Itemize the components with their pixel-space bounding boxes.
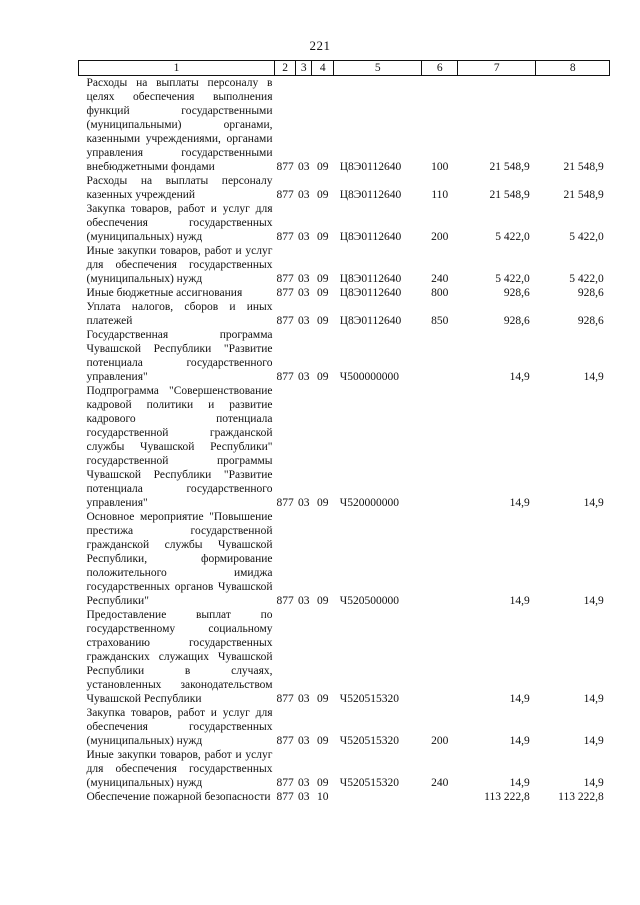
row-description: Уплата налогов, сборов и иных платежей [86, 301, 273, 327]
row-description: Основное мероприятие "Повышение престижа государственной гражданской службы Чувашской Республики, формирование положительного имиджа государственных органов Чувашской Республики" [86, 511, 273, 607]
amount-col-7: 14,9 [509, 497, 530, 509]
ministry-code: 877 [276, 287, 294, 299]
target-article-code: Ч520000000 [339, 497, 399, 509]
target-article-code [334, 790, 422, 804]
header-col-3: 3 [296, 61, 312, 76]
expense-type-code [422, 510, 458, 608]
expense-type-code: 240 [431, 777, 449, 789]
table-row [79, 202, 610, 244]
row-description: Государственная программа Чувашской Республики "Развитие потенциала государственного управления" [86, 329, 273, 383]
subsection-code: 09 [317, 497, 329, 509]
section-code: 03 [298, 287, 310, 299]
subsection-code: 09 [317, 287, 329, 299]
ministry-code: 877 [276, 189, 294, 201]
expense-type-code: 110 [431, 189, 449, 201]
amount-col-8: 928,6 [577, 287, 604, 299]
amount-col-8: 21 548,9 [563, 189, 604, 201]
amount-col-8: 928,6 [577, 315, 604, 327]
ministry-code: 877 [276, 777, 294, 789]
expense-type-code: 850 [431, 315, 449, 327]
row-description: Закупка товаров, работ и услуг для обеспечения государственных (муниципальных) нужд [86, 203, 273, 243]
ministry-code: 877 [276, 791, 294, 803]
target-article-code: Ц8Э0112640 [339, 273, 402, 285]
amount-col-7: 14,9 [509, 595, 530, 607]
amount-col-8: 113 222,8 [558, 791, 604, 803]
subsection-code: 09 [317, 735, 329, 747]
row-description: Подпрограмма "Совершенствование кадровой политики и развитие кадрового потенциала государственной гражданской службы Чувашской Республики" государственной программы Чувашской Республики "Развитие потенциала государственного управления" [86, 385, 273, 509]
section-code: 03 [298, 497, 310, 509]
ministry-code: 877 [276, 231, 294, 243]
amount-col-7: 14,9 [509, 371, 530, 383]
target-article-code: Ц8Э0112640 [339, 231, 402, 243]
amount-col-7: 14,9 [509, 735, 530, 747]
target-article-code: Ц8Э0112640 [339, 287, 402, 299]
section-code: 03 [298, 595, 310, 607]
ministry-code: 877 [276, 735, 294, 747]
ministry-code: 877 [276, 693, 294, 705]
section-code: 03 [298, 231, 310, 243]
target-article-code: Ч520500000 [339, 595, 399, 607]
header-col-1: 1 [79, 61, 275, 76]
amount-col-7: 21 548,9 [489, 189, 530, 201]
subsection-code: 09 [317, 595, 329, 607]
table-row [79, 286, 610, 300]
header-col-2: 2 [275, 61, 296, 76]
ministry-code: 877 [276, 315, 294, 327]
section-code: 03 [298, 371, 310, 383]
row-description: Предоставление выплат по государственному социальному страхованию государственных гражданских служащих Чувашской Республики в случаях, установленных законодательством Чувашской Республики [86, 609, 273, 705]
expense-type-code [422, 384, 458, 510]
section-code: 03 [298, 161, 310, 173]
section-code: 03 [298, 189, 310, 201]
ministry-code: 877 [276, 161, 294, 173]
target-article-code: Ц8Э0112640 [339, 315, 402, 327]
ministry-code: 877 [276, 273, 294, 285]
expense-type-code: 100 [431, 161, 449, 173]
table-row [79, 790, 610, 804]
target-article-code: Ц8Э0112640 [339, 189, 402, 201]
section-code: 03 [298, 735, 310, 747]
table-row [79, 76, 610, 175]
header-col-6: 6 [422, 61, 458, 76]
header-row [79, 61, 610, 76]
header-col-7: 7 [458, 61, 536, 76]
subsection-code: 09 [317, 189, 329, 201]
table-row [79, 300, 610, 328]
table-row [79, 244, 610, 286]
subsection-code: 10 [317, 791, 329, 803]
subsection-code: 09 [317, 273, 329, 285]
amount-col-8: 14,9 [583, 693, 604, 705]
amount-col-8: 14,9 [583, 735, 604, 747]
table-row [79, 608, 610, 706]
row-description: Иные закупки товаров, работ и услуг для обеспечения государственных (муниципальных) нужд [86, 245, 273, 285]
amount-col-8: 14,9 [583, 777, 604, 789]
target-article-code: Ч520515320 [339, 693, 399, 705]
amount-col-8: 21 548,9 [563, 161, 604, 173]
amount-col-7: 21 548,9 [489, 161, 530, 173]
header-col-4: 4 [312, 61, 334, 76]
amount-col-8: 5 422,0 [569, 273, 604, 285]
ministry-code: 877 [276, 595, 294, 607]
amount-col-7: 113 222,8 [484, 791, 530, 803]
amount-col-8: 5 422,0 [569, 231, 604, 243]
expense-type-code: 200 [431, 735, 449, 747]
header-col-8: 8 [536, 61, 610, 76]
subsection-code: 09 [317, 371, 329, 383]
target-article-code: Ч520515320 [339, 777, 399, 789]
expense-type-code: 200 [431, 231, 449, 243]
row-description: Расходы на выплаты персоналу в целях обеспечения выполнения функций государственными (муниципальными) органами, казенными учреждениями, органами управления государственными внебюджетными фондами [86, 77, 273, 173]
row-description: Иные бюджетные ассигнования [86, 287, 243, 299]
ministry-code: 877 [276, 371, 294, 383]
target-article-code: Ч500000000 [339, 371, 399, 383]
table-row [79, 174, 610, 202]
expense-type-code: 800 [431, 287, 449, 299]
table-row [79, 510, 610, 608]
amount-col-7: 5 422,0 [495, 273, 530, 285]
row-description: Иные закупки товаров, работ и услуг для обеспечения государственных (муниципальных) нужд [86, 749, 273, 789]
section-code: 03 [298, 777, 310, 789]
row-description: Расходы на выплаты персоналу казенных учреждений [86, 175, 273, 201]
subsection-code: 09 [317, 777, 329, 789]
section-code: 03 [298, 273, 310, 285]
amount-col-8: 14,9 [583, 497, 604, 509]
header-col-5: 5 [334, 61, 422, 76]
table-row [79, 748, 610, 790]
row-description: Закупка товаров, работ и услуг для обеспечения государственных (муниципальных) нужд [86, 707, 273, 747]
amount-col-7: 14,9 [509, 693, 530, 705]
expense-type-code [422, 608, 458, 706]
amount-col-8: 14,9 [583, 595, 604, 607]
section-code: 03 [298, 791, 310, 803]
table-row [79, 384, 610, 510]
table-row [79, 328, 610, 384]
section-code: 03 [298, 315, 310, 327]
amount-col-7: 928,6 [503, 287, 530, 299]
amount-col-7: 5 422,0 [495, 231, 530, 243]
expense-type-code [422, 790, 458, 804]
amount-col-7: 14,9 [509, 777, 530, 789]
target-article-code: Ц8Э0112640 [339, 161, 402, 173]
target-article-code: Ч520515320 [339, 735, 399, 747]
row-description: Обеспечение пожарной безопасности [86, 791, 271, 803]
amount-col-8: 14,9 [583, 371, 604, 383]
table-row [79, 706, 610, 748]
budget-table [78, 60, 610, 804]
subsection-code: 09 [317, 315, 329, 327]
page-number: 221 [309, 38, 331, 53]
expense-type-code [422, 328, 458, 384]
amount-col-7: 928,6 [503, 315, 530, 327]
subsection-code: 09 [317, 693, 329, 705]
expense-type-code: 240 [431, 273, 449, 285]
section-code: 03 [298, 693, 310, 705]
ministry-code: 877 [276, 497, 294, 509]
subsection-code: 09 [317, 161, 329, 173]
subsection-code: 09 [317, 231, 329, 243]
